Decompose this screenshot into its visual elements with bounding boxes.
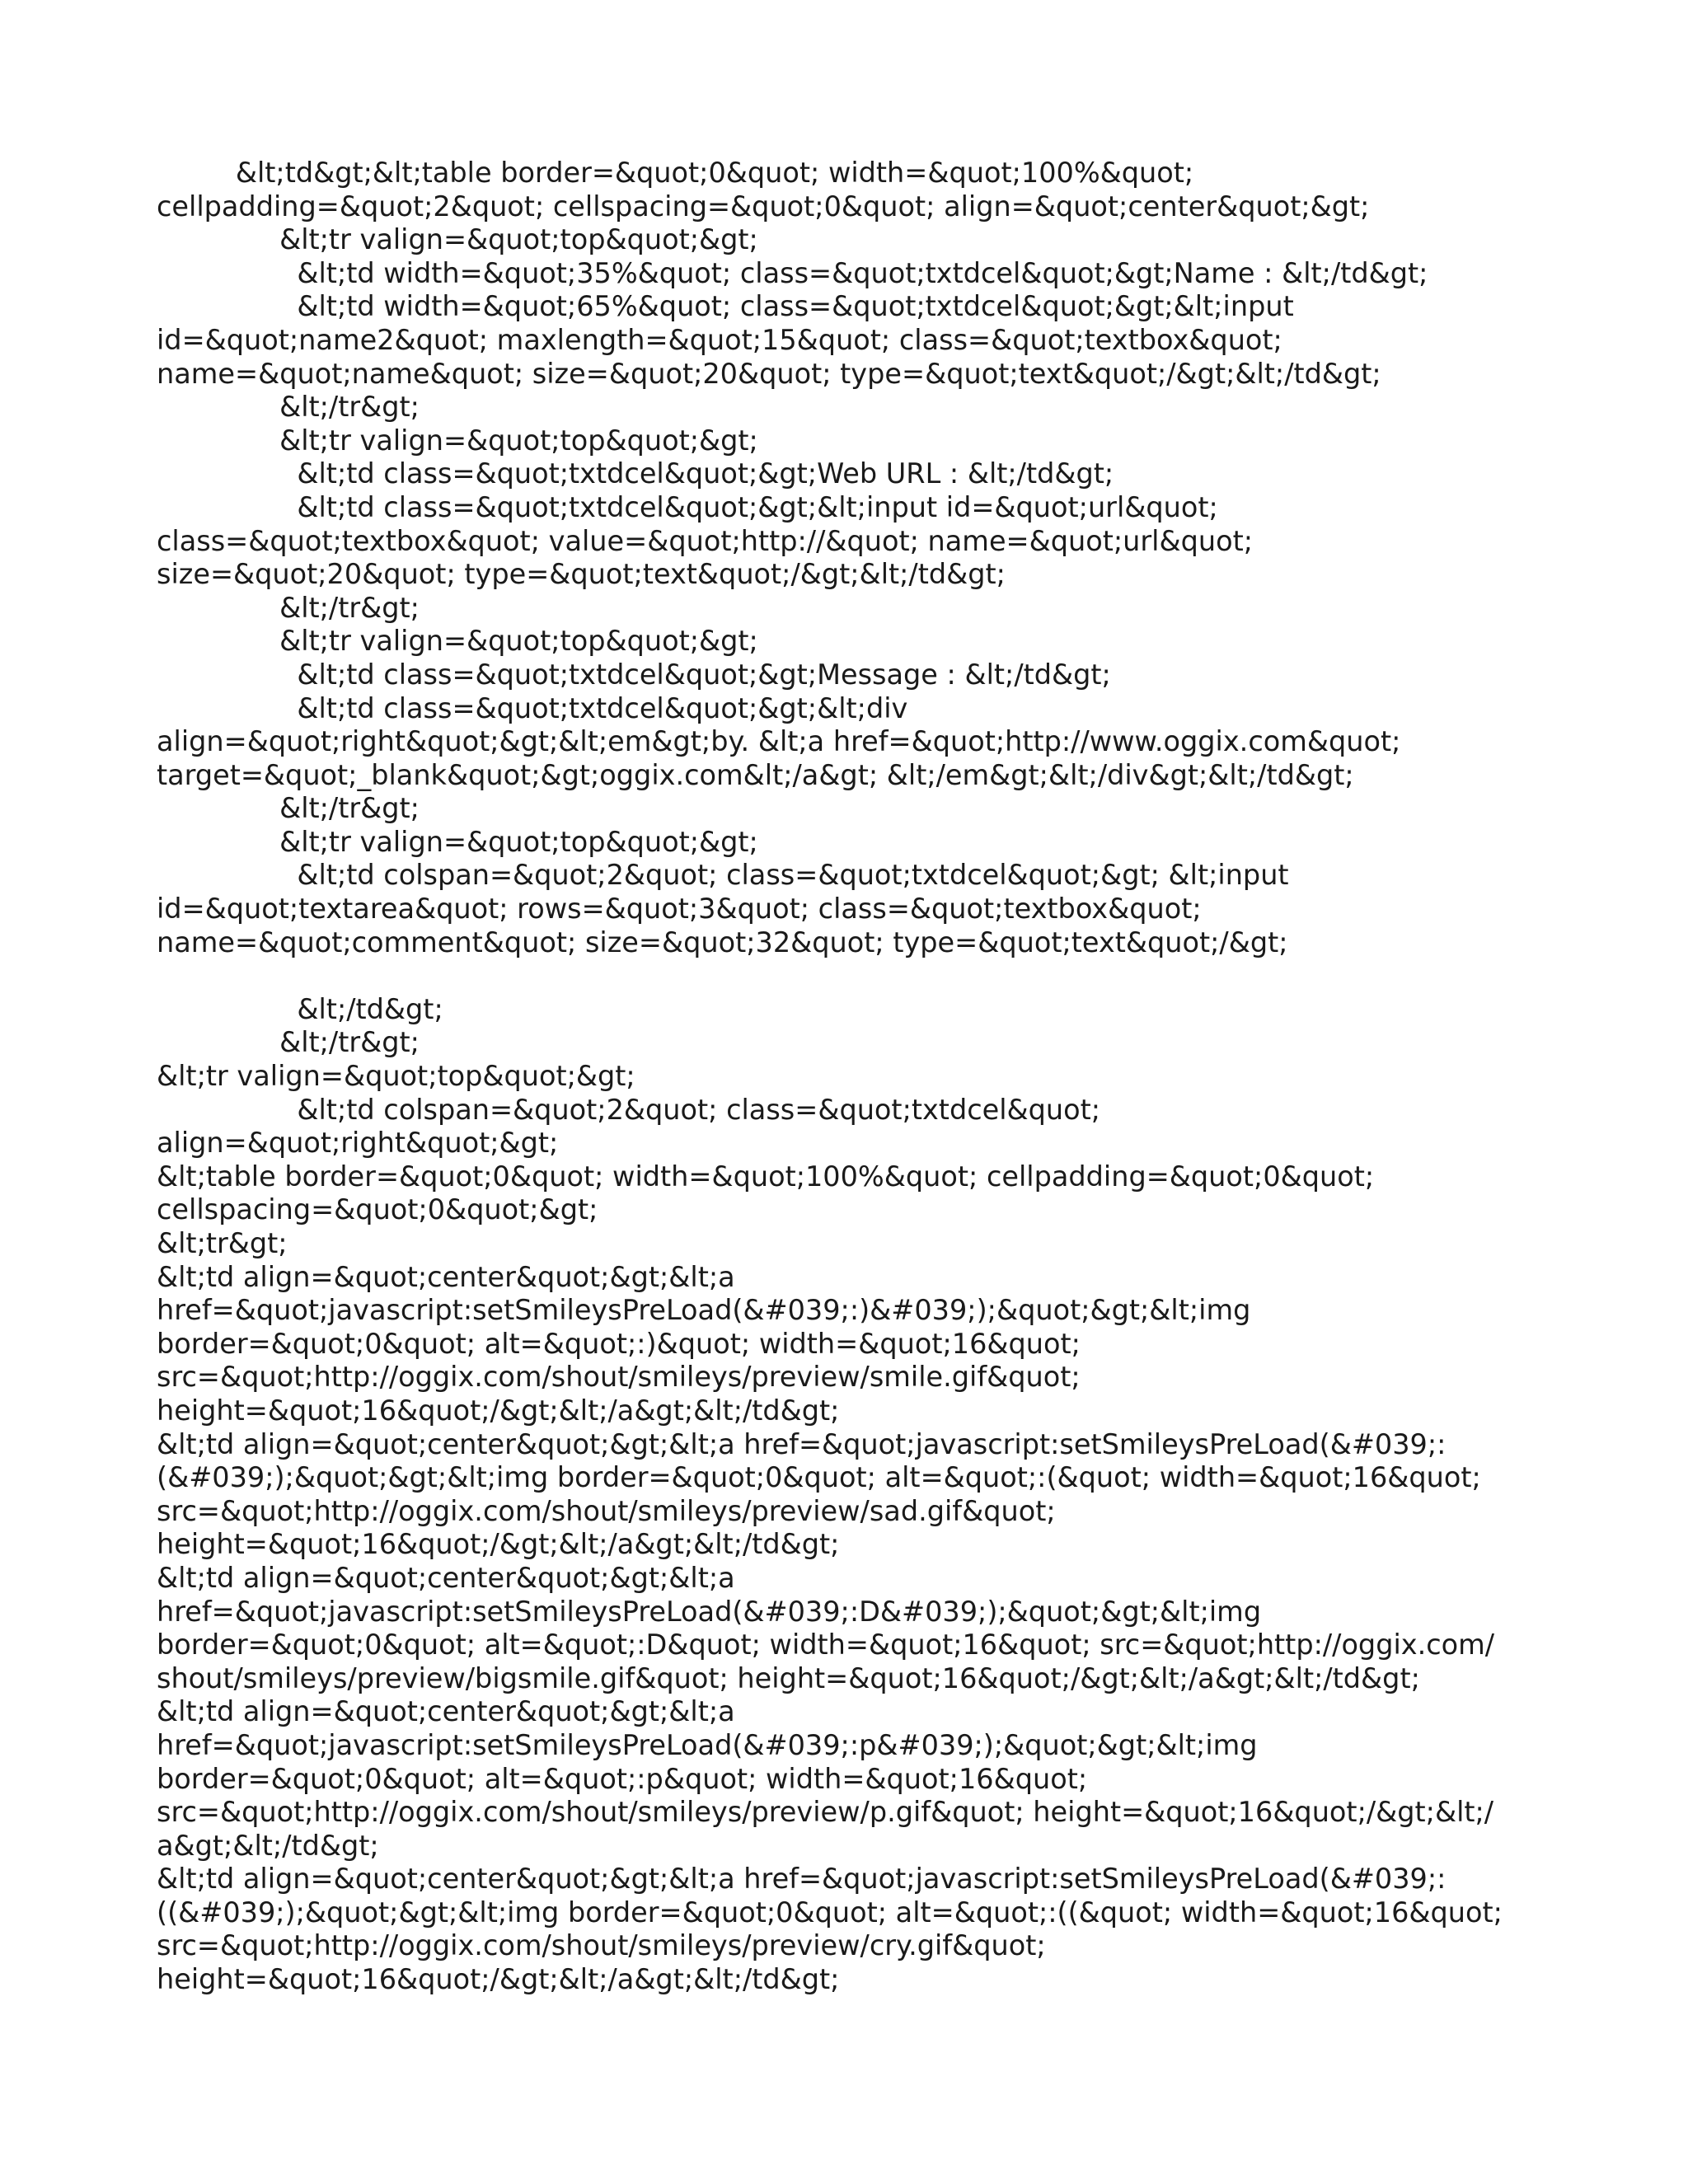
document-line: src=&quot;http://oggix.com/shout/smileys/preview/smile.gif&quot; [157,1361,1081,1394]
document-line: class=&quot;textbox&quot; value=&quot;http://&quot; name=&quot;url&quot; [157,524,1254,557]
document-line: &lt;tr valign=&quot;top&quot;&gt; [157,223,758,256]
document-line [157,959,1558,993]
document-line: height=&quot;16&quot;/&gt;&lt;/a&gt;&lt;/td&gt; [157,1394,840,1427]
document-line: &lt;td width=&quot;35%&quot; class=&quot;txtdcel&quot;&gt;Name : &lt;/td&gt; [157,256,1428,289]
document-line: &lt;tr valign=&quot;top&quot;&gt; [157,625,758,658]
document-line: id=&quot;textarea&quot; rows=&quot;3&quot; class=&quot;textbox&quot; [157,893,1202,926]
document-line: &lt;tr valign=&quot;top&quot;&gt; [157,1060,635,1093]
document-line: &lt;td colspan=&quot;2&quot; class=&quot;txtdcel&quot;&gt; &lt;input [157,859,1289,892]
document-line: &lt;/tr&gt; [157,1026,420,1059]
document-line: &lt;td class=&quot;txtdcel&quot;&gt;&lt;div [157,691,908,724]
document-line: height=&quot;16&quot;/&gt;&lt;/a&gt;&lt;/td&gt; [157,1963,840,1996]
document-line: &lt;tr&gt; [157,1227,288,1259]
document-line: cellspacing=&quot;0&quot;&gt; [157,1193,598,1226]
document-line: shout/smileys/preview/bigsmile.gif&quot; height=&quot;16&quot;/&gt;&lt;/a&gt;&lt;/td&gt; [157,1661,1420,1694]
document-line: id=&quot;name2&quot; maxlength=&quot;15&quot; class=&quot;textbox&quot; [157,323,1282,356]
document-line: height=&quot;16&quot;/&gt;&lt;/a&gt;&lt;/td&gt; [157,1528,840,1561]
document-line: ((&#039;);&quot;&gt;&lt;img border=&quot;0&quot; alt=&quot;:((&quot; width=&quot;16&quot; [157,1896,1503,1929]
document-line: a&gt;&lt;/td&gt; [157,1829,379,1862]
document-line: src=&quot;http://oggix.com/shout/smileys/preview/cry.gif&quot; [157,1929,1046,1962]
document-line: &lt;td align=&quot;center&quot;&gt;&lt;a href=&quot;javascript:setSmileysPreLoad(&#039;: [157,1863,1447,1896]
document-line: &lt;td width=&quot;65%&quot; class=&quot;txtdcel&quot;&gt;&lt;input [157,290,1294,323]
document-line: &lt;td class=&quot;txtdcel&quot;&gt;Message : &lt;/td&gt; [157,658,1111,691]
document-line: name=&quot;name&quot; size=&quot;20&quot; type=&quot;text&quot;/&gt;&lt;/td&gt; [157,357,1381,390]
document-line: src=&quot;http://oggix.com/shout/smileys/preview/p.gif&quot; height=&quot;16&quot;/&gt;&lt;/ [157,1796,1494,1829]
document-line: border=&quot;0&quot; alt=&quot;:D&quot; width=&quot;16&quot; src=&quot;http://oggix.com/ [157,1629,1495,1661]
document-line: &lt;/tr&gt; [157,591,420,624]
document-line: &lt;td class=&quot;txtdcel&quot;&gt;Web URL : &lt;/td&gt; [157,457,1114,490]
document-line: &lt;td align=&quot;center&quot;&gt;&lt;a [157,1260,735,1293]
document-line: name=&quot;comment&quot; size=&quot;32&quot; type=&quot;text&quot;/&gt; [157,926,1288,958]
document-line: (&#039;);&quot;&gt;&lt;img border=&quot;0&quot; alt=&quot;:(&quot; width=&quot;16&quot; [157,1461,1481,1494]
document-line: &lt;td align=&quot;center&quot;&gt;&lt;a href=&quot;javascript:setSmileysPreLoad(&#039;: [157,1427,1447,1460]
document-line: align=&quot;right&quot;&gt; [157,1127,559,1160]
document-line: href=&quot;javascript:setSmileysPreLoad(&#039;:D&#039;);&quot;&gt;&lt;img [157,1595,1262,1628]
document-line: &lt;td align=&quot;center&quot;&gt;&lt;a [157,1695,735,1728]
document-body-text [157,157,1558,1997]
document-line: border=&quot;0&quot; alt=&quot;:)&quot; width=&quot;16&quot; [157,1327,1081,1360]
document-line: target=&quot;_blank&quot;&gt;oggix.com&lt;/a&gt; &lt;/em&gt;&lt;/div&gt;&lt;/td&gt; [157,758,1354,791]
document-line: href=&quot;javascript:setSmileysPreLoad(&#039;:)&#039;);&quot;&gt;&lt;img [157,1294,1251,1327]
document-line: border=&quot;0&quot; alt=&quot;:p&quot; width=&quot;16&quot; [157,1762,1088,1795]
document-line: &lt;td colspan=&quot;2&quot; class=&quot;txtdcel&quot; [157,1093,1101,1126]
document-line: size=&quot;20&quot; type=&quot;text&quot;/&gt;&lt;/td&gt; [157,558,1006,591]
document-line: cellpadding=&quot;2&quot; cellspacing=&quot;0&quot; align=&quot;center&quot;&gt; [157,190,1370,223]
document-line: align=&quot;right&quot;&gt;&lt;em&gt;by. &lt;a href=&quot;http://www.oggix.com&quot; [157,725,1401,758]
document-line: &lt;td&gt;&lt;table border=&quot;0&quot; width=&quot;100%&quot; [157,157,1194,189]
document-line: &lt;tr valign=&quot;top&quot;&gt; [157,424,758,457]
document-line: src=&quot;http://oggix.com/shout/smileys/preview/sad.gif&quot; [157,1494,1056,1527]
document-line: &lt;/tr&gt; [157,391,420,424]
document-line: &lt;/td&gt; [157,992,443,1025]
document-line: href=&quot;javascript:setSmileysPreLoad(&#039;:p&#039;);&quot;&gt;&lt;img [157,1728,1258,1761]
document-line: &lt;table border=&quot;0&quot; width=&quot;100%&quot; cellpadding=&quot;0&quot; [157,1160,1375,1193]
document-line: &lt;/tr&gt; [157,792,420,825]
document-line: &lt;tr valign=&quot;top&quot;&gt; [157,825,758,858]
document-line: &lt;td class=&quot;txtdcel&quot;&gt;&lt;input id=&quot;url&quot; [157,490,1218,523]
document-line: &lt;td align=&quot;center&quot;&gt;&lt;a [157,1561,735,1594]
